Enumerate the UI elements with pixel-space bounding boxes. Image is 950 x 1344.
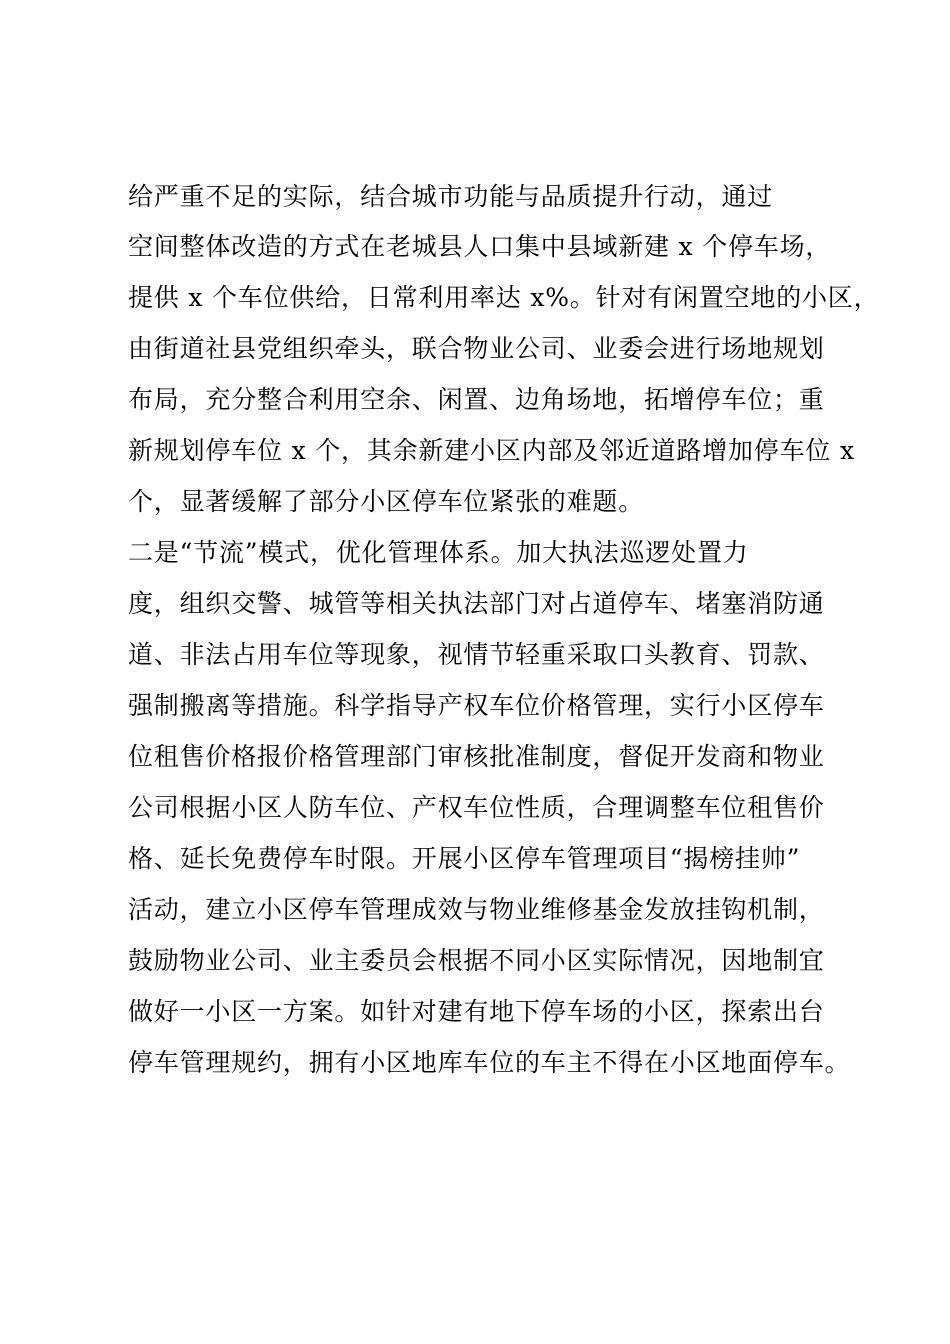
text-line-10: 道、非法占用车位等现象，视情节轻重采取口头教育、罚款、 (128, 640, 825, 669)
text-line-9: 度，组织交警、城管等相关执法部门对占道停车、堵塞消防通 (128, 589, 825, 618)
text-line-14: 格、延长免费停车时限。开展小区停车管理项目“揭榜挂帅” (128, 844, 801, 873)
text-line-11: 强制搬离等措施。科学指导产权车位价格管理，实行小区停车 (128, 691, 825, 720)
text-line-16: 鼓励物业公司、业主委员会根据不同小区实际情况，因地制宜 (128, 946, 825, 975)
text-line-2: 空间整体改造的方式在老城县人口集中县域新建 x 个停车场， (128, 232, 832, 261)
text-line-15: 活动，建立小区停车管理成效与物业维修基金发放挂钩机制， (128, 895, 825, 924)
text-line-7: 个，显著缓解了部分小区停车位紧张的难题。 (128, 487, 645, 516)
text-line-12: 位租售价格报价格管理部门审核批准制度，督促开发商和物业 (128, 742, 825, 771)
text-line-17: 做好一小区一方案。如针对建有地下停车场的小区，探索出台 (128, 997, 825, 1026)
text-line-6: 新规划停车位 x 个，其余新建小区内部及邻近道路增加停车位 x (128, 436, 855, 465)
text-line-13: 公司根据小区人防车位、产权车位性质，合理调整车位租售价 (128, 793, 825, 822)
text-line-5: 布局，充分整合利用空余、闲置、边角场地，拓增停车位；重 (128, 385, 825, 414)
text-line-3: 提供 x 个车位供给，日常利用率达 x%。针对有闲置空地的小区， (128, 283, 880, 312)
text-line-4: 由街道社县党组织牵头，联合物业公司、业委会进行场地规划 (128, 334, 825, 363)
text-line-18: 停车管理规约，拥有小区地库车位的车主不得在小区地面停车。 (128, 1048, 851, 1077)
text-line-8: 二是“节流”模式，优化管理体系。加大执法巡逻处置力 (128, 538, 749, 567)
text-line-1: 给严重不足的实际，结合城市功能与品质提升行动，通过 (128, 182, 774, 211)
